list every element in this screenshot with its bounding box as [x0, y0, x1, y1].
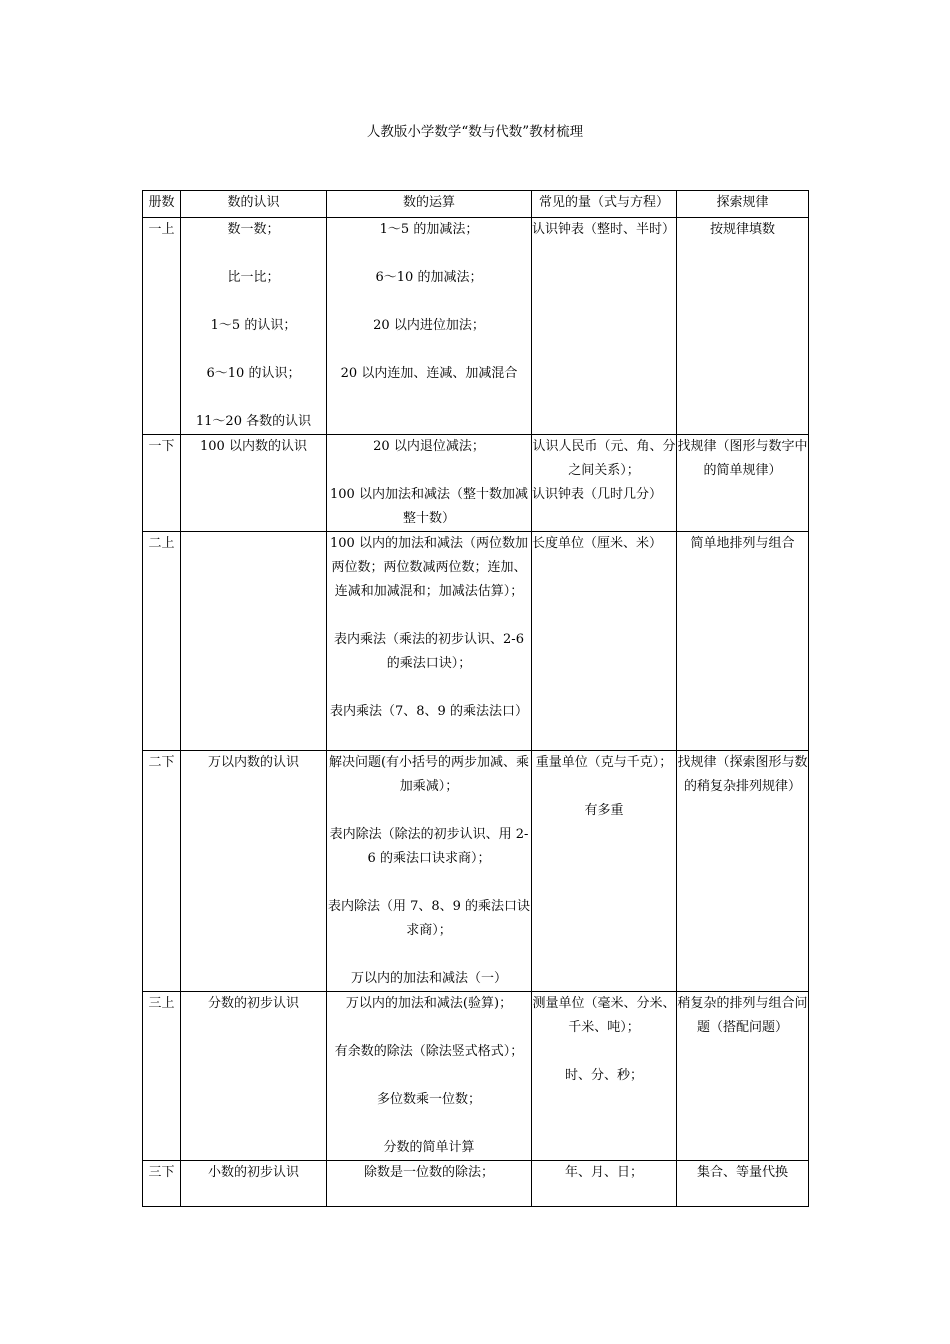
- cell-line: 万以内的加法和减法（一）: [350, 971, 507, 986]
- cell-line: 有多重: [584, 803, 624, 818]
- table-header-row: [143, 191, 809, 218]
- patterns-cell: [677, 751, 809, 992]
- header-patterns: 探索规律: [677, 191, 809, 218]
- cell-line: 6～10 的加减法；: [375, 270, 483, 285]
- cell-line: 表内乘法（乘法的初步认识、2-6 的乘法口诀）；: [334, 632, 524, 671]
- quantities-cell: [532, 992, 677, 1161]
- cell-line: 测量单位（毫米、分米、千米、吨）；: [532, 996, 676, 1035]
- volume-cell: 一下: [143, 435, 181, 532]
- header-number-recognition: 数的认识: [181, 191, 327, 218]
- header-operations: 数的运算: [327, 191, 532, 218]
- cell-line: 解决问题(有小括号的两步加减、乘加乘减）；: [328, 755, 530, 794]
- table-row: [143, 218, 809, 435]
- cell-line: 分数的简单计算: [383, 1140, 475, 1155]
- quantities-cell: [532, 218, 677, 435]
- cell-line: 有余数的除法（除法竖式格式）；: [334, 1044, 524, 1059]
- operations-cell: [327, 1161, 532, 1207]
- cell-line: 认识钟表（整时、半时）: [532, 222, 676, 237]
- cell-line: 稍复杂的排列与组合问题（搭配问题）: [677, 996, 808, 1035]
- cell-line: 表内除法（用 7、8、9 的乘法口诀求商）；: [327, 899, 531, 938]
- cell-line: 认识钟表（几时几分）: [532, 487, 663, 502]
- table-row: [143, 1161, 809, 1207]
- cell-line: 找规律（探索图形与数的稍复杂排列规律）: [677, 755, 808, 794]
- table-row: [143, 532, 809, 751]
- number-recognition-cell: [181, 992, 327, 1161]
- cell-line: 20 以内进位加法；: [373, 318, 485, 333]
- cell-line: 长度单位（厘米、米）: [532, 536, 663, 551]
- cell-line: 100 以内的加法和减法（两位数加两位数；两位数减两位数；连加、连减和加减混和；加减法估算）；: [330, 536, 528, 599]
- patterns-cell: [677, 1161, 809, 1207]
- operations-cell: [327, 532, 532, 751]
- cell-line: 20 以内退位减法；: [373, 439, 485, 454]
- cell-line: 100 以内数的认识: [200, 439, 307, 454]
- cell-line: 多位数乘一位数；: [376, 1092, 481, 1107]
- cell-line: 数一数；: [227, 222, 280, 237]
- cell-line: 年、月、日；: [564, 1165, 643, 1180]
- cell-line: 集合、等量代换: [696, 1165, 788, 1180]
- header-quantities: 常见的量（式与方程）: [532, 191, 677, 218]
- number-recognition-cell: [181, 751, 327, 992]
- cell-line: 找规律（图形与数字中的简单规律）: [677, 439, 808, 478]
- table-row: [143, 992, 809, 1161]
- table-row: [143, 435, 809, 532]
- cell-line: 按规律填数: [709, 222, 775, 237]
- quantities-cell: [532, 751, 677, 992]
- volume-cell: 三下: [143, 1161, 181, 1207]
- operations-cell: [327, 992, 532, 1161]
- number-recognition-cell: [181, 532, 327, 751]
- cell-line: 分数的初步认识: [207, 996, 299, 1011]
- volume-cell: 二下: [143, 751, 181, 992]
- operations-cell: [327, 218, 532, 435]
- cell-line: 小数的初步认识: [207, 1165, 299, 1180]
- quantities-cell: [532, 435, 677, 532]
- volume-cell: 二上: [143, 532, 181, 751]
- cell-line: 1～5 的认识；: [210, 318, 297, 333]
- patterns-cell: [677, 218, 809, 435]
- cell-line: 万以内数的认识: [207, 755, 299, 770]
- cell-line: 1～5 的加减法；: [379, 222, 479, 237]
- number-recognition-cell: [181, 1161, 327, 1207]
- page-title: 人教版小学数学“数与代数”教材梳理: [366, 124, 584, 140]
- operations-cell: [327, 435, 532, 532]
- cell-line: 比一比；: [227, 270, 280, 285]
- number-recognition-cell: [181, 218, 327, 435]
- volume-cell: 三上: [143, 992, 181, 1161]
- patterns-cell: [677, 532, 809, 751]
- cell-line: 表内除法（除法的初步认识、用 2-6 的乘法口诀求商）；: [329, 827, 529, 866]
- number-recognition-cell: [181, 435, 327, 532]
- cell-line: 时、分、秒；: [564, 1068, 643, 1083]
- cell-line: 重量单位（克与千克）；: [535, 755, 673, 770]
- header-volume: 册数: [143, 191, 181, 218]
- cell-line: 除数是一位数的除法；: [363, 1165, 494, 1180]
- cell-line: 简单地排列与组合: [690, 536, 795, 551]
- cell-line: 表内乘法（7、8、9 的乘法法口）: [330, 704, 528, 719]
- volume-cell: 一上: [143, 218, 181, 435]
- cell-line: 万以内的加法和减法(验算)；: [345, 996, 513, 1011]
- table-row: [143, 751, 809, 992]
- cell-line: 认识人民币（元、角、分之间关系）；: [532, 439, 676, 478]
- curriculum-table: [142, 190, 809, 1207]
- cell-line: 100 以内加法和减法（整十数加减整十数）: [330, 487, 528, 526]
- quantities-cell: [532, 532, 677, 751]
- operations-cell: [327, 751, 532, 992]
- patterns-cell: [677, 992, 809, 1161]
- cell-line: 6～10 的认识；: [206, 366, 301, 381]
- quantities-cell: [532, 1161, 677, 1207]
- cell-line: 20 以内连加、连减、加减混合: [340, 366, 518, 381]
- cell-line: 11～20 各数的认识: [195, 414, 312, 429]
- patterns-cell: [677, 435, 809, 532]
